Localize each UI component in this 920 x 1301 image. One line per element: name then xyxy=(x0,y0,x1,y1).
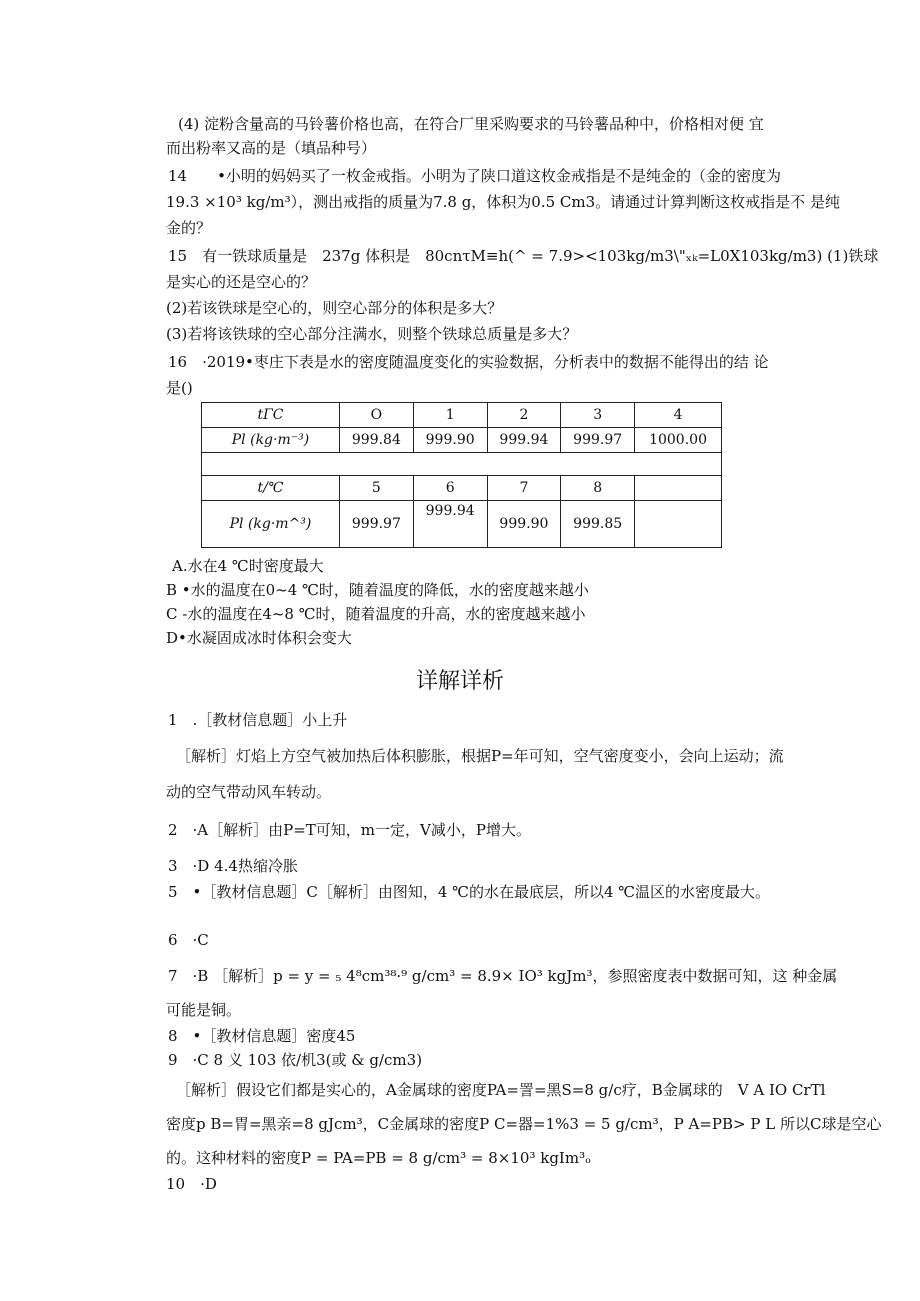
water-density-table xyxy=(201,402,722,548)
q14-line-3: 金的？ xyxy=(166,219,212,237)
table-cell: 999.90 xyxy=(413,428,487,453)
table-cell: 999.97 xyxy=(561,428,635,453)
table-cell: 999.85 xyxy=(561,501,635,548)
answer-9-explanation-3: 的。这种材料的密度P = PA=PB = 8 g/cm³ = 8×10³ kgIm³ₒ xyxy=(166,1149,591,1167)
option-d: D•水凝固成冰时体积会变大 xyxy=(166,629,352,647)
q15-line-1: 15 有一铁球质量是 237g 体积是 80cnτM≡h(^ = 7.9><103kg∕m3\"ₓₖ=L0X103kg∕m3) (1)铁球 xyxy=(168,247,879,265)
answer-3: 3 ·D 4.4热缩冷胀 xyxy=(168,857,298,875)
answer-1-explanation-1: ［解析］灯焰上方空气被加热后体积膨胀，根据P=年可知，空气密度变小，会向上运动；流 xyxy=(176,747,784,765)
table-row xyxy=(202,428,722,453)
table-cell xyxy=(635,476,722,501)
option-a: A.水在4 ℃时密度最大 xyxy=(172,557,324,575)
table-row-spacer xyxy=(202,453,722,476)
temperature-header: tΓC xyxy=(202,403,340,428)
table-cell: 999.94 xyxy=(487,428,561,453)
answer-8: 8 •［教材信息题］密度45 xyxy=(168,1027,356,1045)
answer-6: 6 ·C xyxy=(168,931,209,949)
q16-line-1: 16 ·2019•枣庄下表是水的密度随温度变化的实验数据，分析表中的数据不能得出的结 论 xyxy=(168,353,769,371)
table-cell: 1 xyxy=(413,403,487,428)
answer-2: 2 ·A［解析］由P=T可知，m一定，V减小，P增大。 xyxy=(168,821,531,839)
q4-line-2: 而出粉率又高的是（填品种号） xyxy=(166,139,377,157)
table-cell: 1000.00 xyxy=(635,428,722,453)
answer-1: 1 .［教材信息题］小上升 xyxy=(168,711,348,729)
q15-line-3: (2)若该铁球是空心的，则空心部分的体积是多大？ xyxy=(166,299,503,317)
table-cell: 4 xyxy=(635,403,722,428)
answer-7-line-1: 7 ·B ［解析］p = y = ₅ 4⁸cm³⁸·⁹ g/cm³ = 8.9× IO³ kgJm³，参照密度表中数据可知，这 种金属 xyxy=(168,967,838,985)
answer-9-explanation-2: 密度p B=胃=黑亲=8 gJcm³，C金属球的密度P C=器=1%3 = 5 g/cm³，P A=PB> P L 所以C球是空心 xyxy=(166,1115,882,1133)
q16-line-2: 是() xyxy=(166,379,193,397)
answer-5: 5 •［教材信息题］C［解析］由图知，4 ℃的水在最底层，所以4 ℃温区的水密度最大。 xyxy=(168,883,771,901)
table-cell: 999.94 xyxy=(413,501,487,548)
option-c: C -水的温度在4~8 ℃时，随着温度的升高，水的密度越来越小 xyxy=(166,605,586,623)
density-header: Pl (kg·m⁻³) xyxy=(202,428,340,453)
answer-7-line-2: 可能是铜。 xyxy=(166,1001,242,1019)
density-header: Pl (kg·m^³) xyxy=(202,501,340,548)
table-row xyxy=(202,501,722,548)
table-cell: 8 xyxy=(561,476,635,501)
table-spacer-cell xyxy=(202,453,722,476)
table-cell: 7 xyxy=(487,476,561,501)
answer-1-explanation-2: 动的空气带动风车转动。 xyxy=(166,783,332,801)
table-cell: 999.97 xyxy=(340,501,414,548)
table-cell: 5 xyxy=(340,476,414,501)
section-title: 详解详析 xyxy=(415,669,504,694)
temperature-header: t/℃ xyxy=(202,476,340,501)
option-b: B •水的温度在0~4 ℃时，随着温度的降低，水的密度越来越小 xyxy=(166,581,589,599)
table-cell: 999.84 xyxy=(340,428,414,453)
table-cell: 2 xyxy=(487,403,561,428)
q14-line-1: 14 •小明的妈妈买了一枚金戒指。小明为了陕口道这枚金戒指是不是纯金的（金的密度为 xyxy=(168,167,781,185)
q15-line-2: 是实心的还是空心的？ xyxy=(166,273,317,291)
answer-9: 9 ·C 8 义 103 依/机3(或 & g∕cm3) xyxy=(168,1051,423,1069)
table-cell: 999.90 xyxy=(487,501,561,548)
table-cell: 3 xyxy=(561,403,635,428)
table-row xyxy=(202,403,722,428)
table-cell: O xyxy=(340,403,414,428)
answer-10: 10 ·D xyxy=(166,1175,217,1193)
q15-line-4: (3)若将该铁球的空心部分注满水，则整个铁球总质量是多大？ xyxy=(166,325,578,343)
q4-line-1: (4) 淀粉含量高的马铃薯价格也高，在符合厂里采购要求的马铃薯品种中，价格相对便 宜 xyxy=(178,115,764,133)
table-row xyxy=(202,476,722,501)
table-cell xyxy=(635,501,722,548)
q14-line-2: 19.3 ×10³ kg/m³），测出戒指的质量为7.8 g，体积为0.5 Cm3。请通过计算判断这枚戒指是不 是纯 xyxy=(166,193,840,211)
answer-9-explanation-1: ［解析］假设它们都是实心的，A金属球的密度PA=詈=黑S=8 g/c疗，B金属球的 V A IO CrTl xyxy=(176,1081,826,1099)
table-cell: 6 xyxy=(413,476,487,501)
